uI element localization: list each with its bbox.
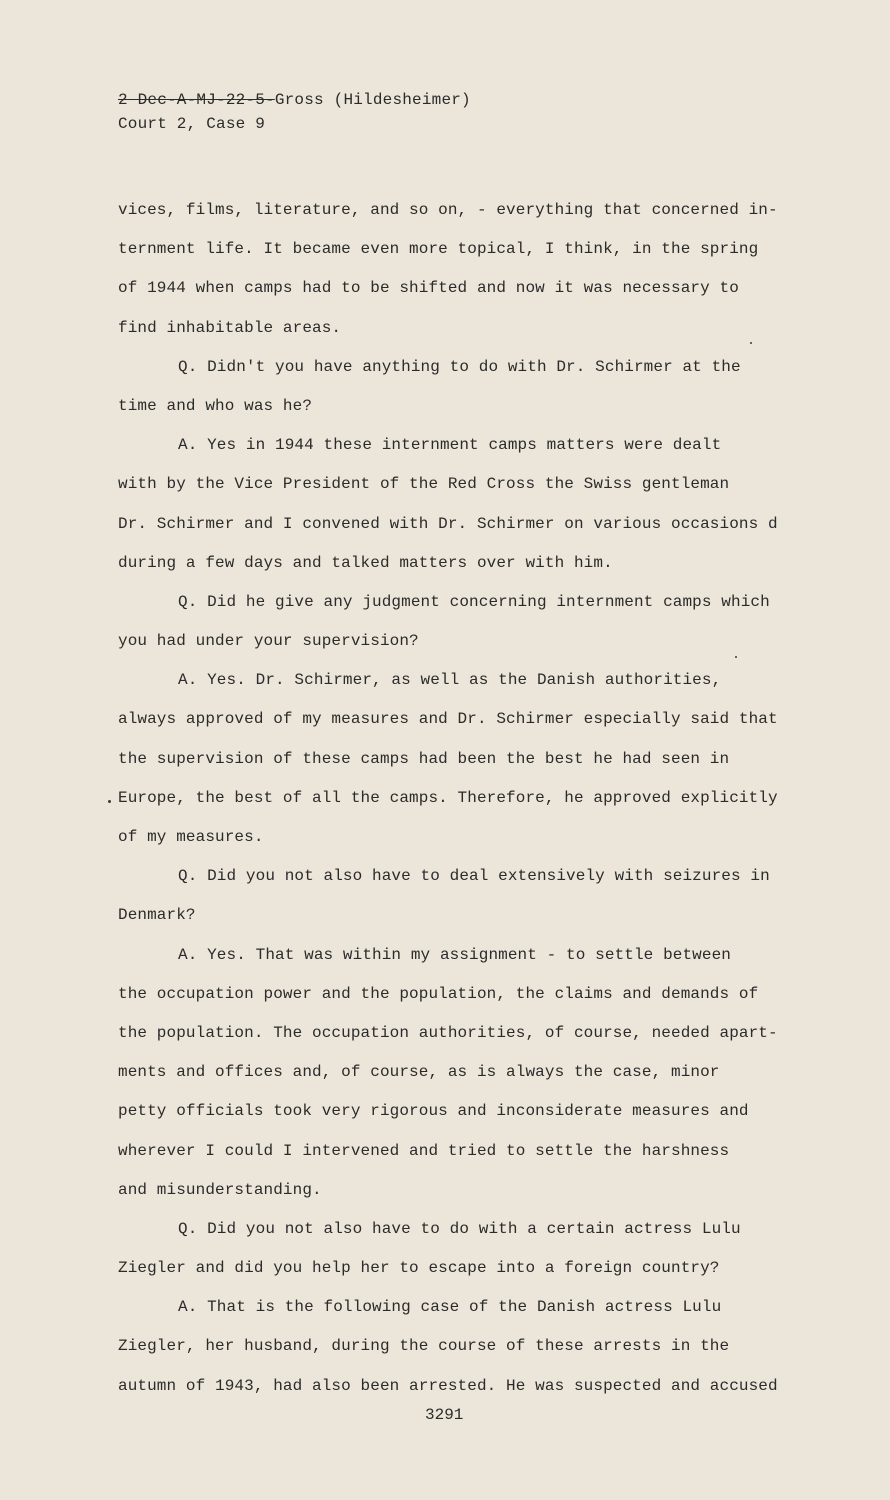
header-reference-struck: 2 Dec-A-MJ-22-5- [118,91,275,109]
answer-line: A. Yes. Dr. Schirmer, as well as the Danish authorities, [178,671,722,690]
text-line: ments and offices and, of course, as is always the case, minor [118,1063,720,1082]
question-line: Q. Did you not also have to deal extensively with seizures in [178,867,770,886]
text-line: wherever I could I intervened and tried to settle the harshness [118,1141,730,1160]
answer-line: A. Yes. That was within my assignment - to settle between [178,945,731,964]
text-line: the occupation power and the population, the claims and demands of [118,984,759,1003]
answer-line: A. That is the following case of the Danish actress Lulu [178,1298,722,1317]
text-line: autumn of 1943, had also been arrested. He was suspected and accused [118,1376,778,1395]
text-line: during a few days and talked matters over with him. [118,553,613,572]
text-line: ternment life. It became even more topical, I think, in the spring [118,240,759,259]
text-line: petty officials took very rigorous and inconsiderate measures and [118,1102,749,1121]
paper-speck [108,800,111,803]
answer-line: A. Yes in 1944 these internment camps matters were dealt [178,436,722,455]
question-line: Q. Didn't you have anything to do with Dr. Schirmer at the [178,357,741,376]
text-line: of my measures. [118,828,264,846]
header-reference-name: Gross (Hildesheimer) [274,91,471,109]
text-line: and misunderstanding. [118,1180,322,1199]
text-line: Ziegler and did you help her to escape into a foreign country? [118,1259,720,1278]
text-line: the population. The occupation authorities, of course, needed apart- [118,1023,778,1042]
transcript-body [118,199,808,1414]
header-court-case: Court 2, Case 9 [118,115,266,133]
page-number: 3291 [425,1406,464,1424]
text-line: find inhabitable areas. [118,318,342,337]
text-line: Europe, the best of all the camps. Therefore, he approved explicitly [118,788,778,807]
question-line: Q. Did he give any judgment concerning internment camps which [178,592,770,611]
text-line: of 1944 when camps had to be shifted and now it was necessary to [118,279,739,298]
text-line: Denmark? [118,906,196,925]
question-line: Q. Did you not also have to do with a certain actress Lulu [178,1219,741,1238]
text-line: time and who was he? [118,396,313,415]
header-reference [118,88,471,112]
text-line: you had under your supervision? [118,632,419,651]
text-line: vices, films, literature, and so on, - everything that concerned in- [118,201,778,219]
text-line: the supervision of these camps had been the best he had seen in [118,749,730,768]
text-line: with by the Vice President of the Red Cross the Swiss gentleman [118,475,730,494]
document-header [118,88,471,136]
text-line: Ziegler, her husband, during the course of these arrests in the [118,1337,730,1356]
paper-speck [750,342,752,344]
paper-speck [735,656,737,658]
text-line: Dr. Schirmer and I convened with Dr. Schirmer on various occasions d [118,514,778,533]
text-line: always approved of my measures and Dr. Schirmer especially said that [118,710,778,729]
